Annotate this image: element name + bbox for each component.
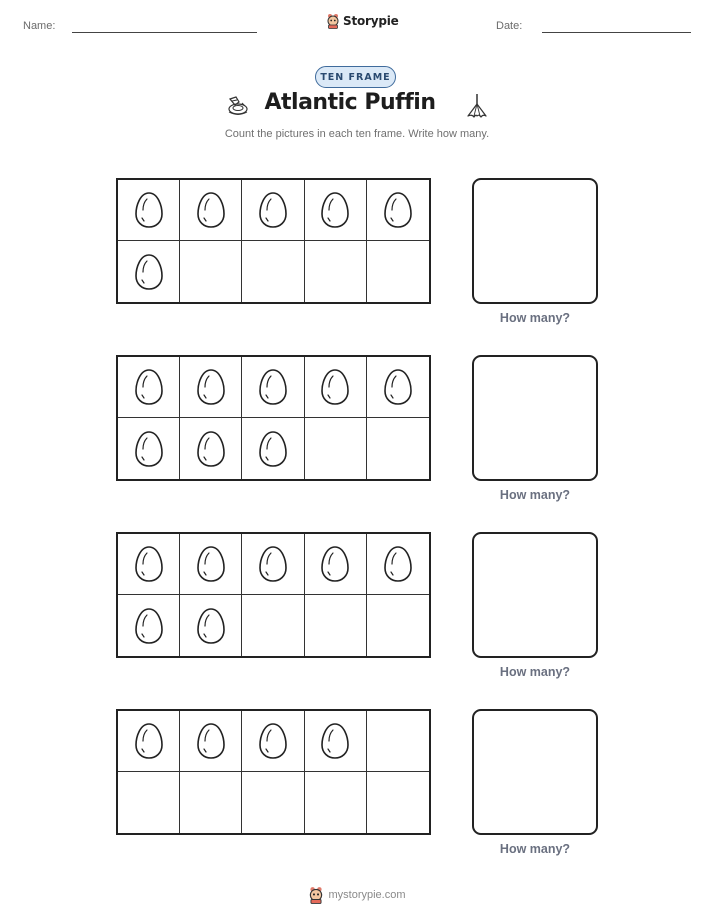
ten-frame-cell [305,534,367,595]
ten-frame-cell [180,418,242,479]
egg-icon [195,367,227,407]
ten-frame-cell [180,357,242,418]
ten-frame-cell [305,241,367,302]
ten-frame-cell [242,180,304,241]
ten-frame-cell [305,772,367,833]
ten-frame-cell [367,418,429,479]
answer-box[interactable] [472,355,598,481]
ten-frame-cell [367,357,429,418]
ten-frame-cell [305,595,367,656]
ten-frame-cell [180,711,242,772]
ten-frame-cell [118,357,180,418]
ten-frame-cell [180,241,242,302]
ten-frame-cell [367,180,429,241]
egg-icon [319,544,351,584]
date-label: Date: [496,20,523,32]
ten-frame-cell [242,711,304,772]
egg-icon [257,429,289,469]
storypie-mascot-icon [308,886,324,904]
ten-frame-cell [242,418,304,479]
ten-frame-cell [180,772,242,833]
ten-frame-cell [242,241,304,302]
ten-frame-cell [180,180,242,241]
egg-icon [133,190,165,230]
egg-icon [133,606,165,646]
egg-icon [319,190,351,230]
brand-name: Storypie [343,14,399,28]
date-line[interactable] [542,32,691,33]
ten-frame-cell [367,711,429,772]
ten-frame-cell [118,180,180,241]
ten-frame-cell [242,534,304,595]
footer [0,886,714,904]
ten-frame-cell [367,595,429,656]
ten-frame-cell [305,418,367,479]
egg-icon [133,252,165,292]
ten-frame-cell [118,772,180,833]
brand-logo [326,13,399,29]
ten-frame-cell [180,595,242,656]
egg-icon [195,606,227,646]
egg-icon [382,367,414,407]
worksheet-type-badge: TEN FRAME [315,66,396,88]
ten-frame-cell [367,772,429,833]
egg-icon [195,721,227,761]
footer-url[interactable]: mystorypie.com [328,889,406,901]
puffin-foot-icon [464,92,490,120]
ten-frame-cell [118,534,180,595]
how-many-label: How many? [499,665,571,679]
ten-frame-cell [242,357,304,418]
egg-icon [257,721,289,761]
answer-box[interactable] [472,178,598,304]
egg-icon [195,544,227,584]
storypie-mascot-icon [326,13,340,29]
ten-frame-cell [305,357,367,418]
how-many-label: How many? [499,842,571,856]
egg-icon [257,367,289,407]
instructions: Count the pictures in each ten frame. Write how many. [224,128,490,140]
how-many-label: How many? [499,488,571,502]
ten-frame-cell [180,534,242,595]
puffin-nest-icon [224,93,250,119]
ten-frame-cell [118,241,180,302]
egg-icon [133,721,165,761]
ten-frame [116,532,431,658]
page-title: Atlantic Puffin [264,90,436,115]
egg-icon [195,190,227,230]
ten-frame-cell [305,180,367,241]
ten-frame-cell [118,595,180,656]
egg-icon [133,367,165,407]
ten-frame [116,709,431,835]
name-line[interactable] [72,32,257,33]
egg-icon [382,190,414,230]
ten-frame-cell [242,772,304,833]
ten-frame-cell [367,534,429,595]
name-label: Name: [23,20,56,32]
ten-frame [116,355,431,481]
answer-box[interactable] [472,532,598,658]
egg-icon [319,367,351,407]
egg-icon [195,429,227,469]
ten-frame-cell [118,711,180,772]
egg-icon [257,544,289,584]
ten-frame [116,178,431,304]
ten-frame-cell [305,711,367,772]
egg-icon [133,429,165,469]
egg-icon [382,544,414,584]
egg-icon [319,721,351,761]
egg-icon [257,190,289,230]
ten-frame-cell [367,241,429,302]
how-many-label: How many? [499,311,571,325]
ten-frame-cell [242,595,304,656]
ten-frame-cell [118,418,180,479]
answer-box[interactable] [472,709,598,835]
egg-icon [133,544,165,584]
